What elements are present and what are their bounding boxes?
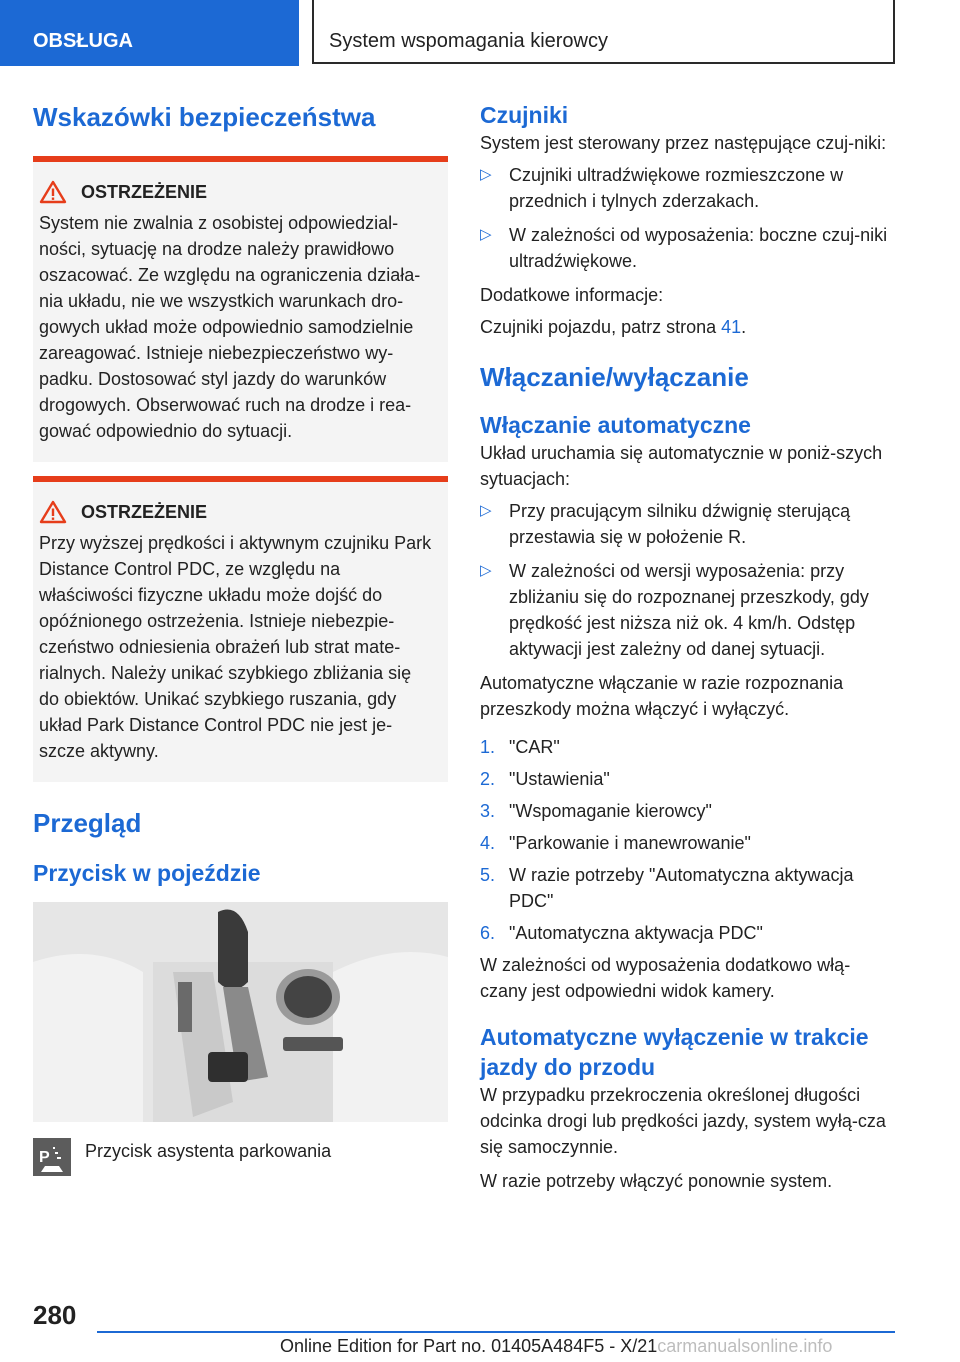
step-number: 6. (480, 923, 496, 943)
heading-overview: Przegląd (33, 808, 142, 838)
step-text: W razie potrzeby "Automatyczna aktywacja PDC" (509, 865, 854, 911)
section-label: OBSŁUGA (33, 30, 133, 52)
heading-safety: Wskazówki bezpieczeństwa (33, 102, 376, 132)
step-item (480, 920, 890, 946)
triangle-bullet-icon: ▷ (480, 226, 492, 243)
see-page (480, 314, 890, 340)
list-item-text: Czujniki ultradźwiękowe rozmieszczone w przednich i tylnych zderzakach. (509, 165, 844, 211)
list-item (480, 498, 890, 550)
warning-title-text: OSTRZEŻENIE (81, 181, 208, 202)
edition-text: Online Edition for Part no. 01405A484F5 - X/21 (280, 1336, 658, 1356)
step-number: 3. (480, 801, 496, 821)
warning-title (39, 500, 434, 524)
warning-text: Przy wyższej prędkości i aktywnym czujniku Park Distance Control PDC, ze względu na właściwości fizyczne układu może dojść do opóźnionego ostrzeżenia. Istnieje niebezpie-czeństwo odniesienia obrażeń lub strat mate-rialnych. Należy unikać szybkiego zbliżania się do obiektów. Unikać szybkiego ruszania, gdy układ Park Distance Control PDC nie jest je-szcze aktywny. (39, 533, 432, 761)
triangle-bullet-icon: ▷ (480, 166, 492, 183)
list-item-text: Przy pracującym silniku dźwignię sterującą przestawia się w położenie R. (509, 501, 851, 547)
step-text: "Parkowanie i manewrowanie" (509, 833, 751, 853)
caption-text: Przycisk asystenta parkowania (85, 1141, 332, 1161)
park-assist-button-icon (33, 1138, 71, 1176)
step-text: "CAR" (509, 737, 560, 757)
auto-toggle: Automatyczne włączanie w razie rozpoznania przeszkody można włączyć i wyłączyć. (480, 673, 844, 719)
step-number: 1. (480, 737, 496, 757)
step-item (480, 734, 890, 760)
see-page-suffix: . (741, 317, 747, 337)
step-item (480, 862, 890, 914)
step-text: "Ustawienia" (509, 769, 610, 789)
heading-button: Przycisk w pojeździe (33, 860, 261, 886)
step-item (480, 766, 890, 792)
footer-edition (280, 1336, 832, 1357)
heading-auto-off: Automatyczne wyłączenie w trakcie jazdy do przodu (480, 1024, 869, 1080)
see-page-prefix: Czujniki pojazdu, patrz strona (480, 317, 722, 337)
list-item (480, 222, 890, 274)
auto-list (480, 498, 890, 662)
warning-box (33, 156, 448, 462)
list-item (480, 558, 890, 662)
warning-box (33, 476, 448, 782)
auto-off-text: W przypadku przekroczenia określonej długości odcinka drogi lub prędkości jazdy, system wyłą-cza się samoczynnie. (480, 1085, 886, 1157)
chapter-header (312, 0, 895, 64)
warning-title-text: OSTRZEŻENIE (81, 501, 208, 522)
step-number: 4. (480, 833, 496, 853)
svg-text:P: P (39, 1149, 50, 1166)
camera-note: W zależności od wyposażenia dodatkowo włą-czany jest odpowiedni widok kamery. (480, 955, 851, 1001)
left-column (33, 100, 448, 1176)
warning-triangle-icon (39, 500, 67, 524)
console-photo (33, 902, 448, 1122)
warning-triangle-icon (39, 180, 67, 204)
step-number: 2. (480, 769, 496, 789)
list-item-text: W zależności od wersji wyposażenia: przy zbliżaniu się do rozpoznanej przeszkody, gdy prędkość jest niższa niż ok. 4 km/h. Odstęp aktywacji jest zależny od danej sytuacji. (509, 561, 869, 659)
step-number: 5. (480, 865, 496, 885)
triangle-bullet-icon: ▷ (480, 562, 492, 579)
step-item (480, 798, 890, 824)
page-link[interactable]: 41 (721, 317, 742, 337)
watermark: carmanualsonline.info (657, 1336, 833, 1356)
warning-text: System nie zwalnia z osobistej odpowiedzial-ności, sytuację na drodze należy prawidłowo oszacować. Ze względu na ograniczenia działa-nia układu, nie we wszystkich warunkach dro-gowych układ może odpowiednio samodzielnie zareagować. Istnieje niebezpieczeństwo wy-padku. Dostosować styl jazdy do warunków drogowych. Obserwować ruch na drodze i rea-gować odpowiednio do sytuacji. (39, 213, 421, 441)
page-number: 280 (33, 1300, 77, 1330)
footer-rule (97, 1331, 895, 1333)
center-console-illustration (33, 902, 448, 1122)
step-text: "Automatyczna aktywacja PDC" (509, 923, 763, 943)
list-item-text: W zależności od wyposażenia: boczne czuj-niki ultradźwiękowe. (509, 225, 888, 271)
more-info: Dodatkowe informacje: (480, 285, 664, 305)
heading-onoff: Włączanie/wyłączanie (480, 362, 749, 392)
steps-list (480, 734, 890, 946)
triangle-bullet-icon: ▷ (480, 502, 492, 519)
right-column (480, 100, 890, 1194)
heading-auto: Włączanie automatyczne (480, 412, 751, 438)
auto-intro: Układ uruchamia się automatycznie w poniż-szych sytuacjach: (480, 443, 883, 489)
chapter-label: System wspomagania kierowcy (329, 30, 608, 52)
step-text: "Wspomaganie kierowcy" (509, 801, 712, 821)
image-caption (33, 1138, 448, 1176)
section-tab (0, 0, 299, 66)
sensors-intro: System jest sterowany przez następujące czuj-niki: (480, 133, 887, 153)
step-item (480, 830, 890, 856)
reactivate-text: W razie potrzeby włączyć ponownie system. (480, 1171, 833, 1191)
heading-sensors: Czujniki (480, 102, 569, 128)
warning-title (39, 180, 434, 204)
list-item (480, 162, 890, 214)
sensors-list (480, 162, 890, 274)
